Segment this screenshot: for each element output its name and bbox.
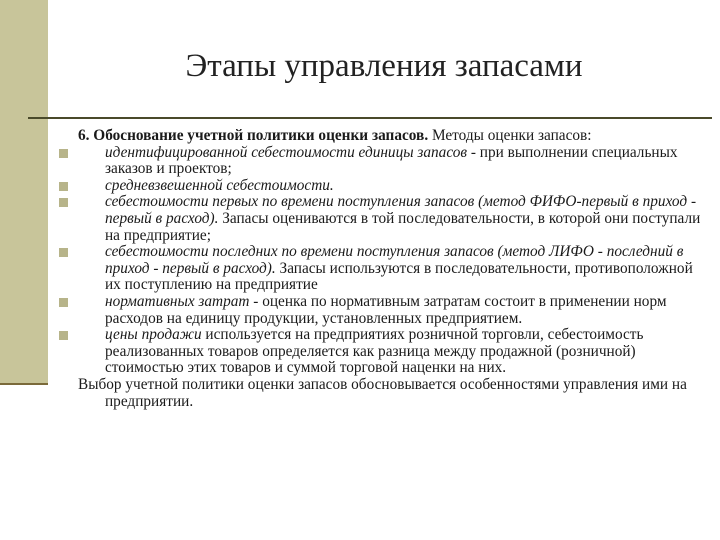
square-bullet-icon <box>59 248 68 257</box>
method-name: нормативных затрат <box>105 292 250 310</box>
method-desc: используется на предприятиях розничной торговли, себестоимость реализованных товаров определяется как разница между продажной (розничной) стоимостью этих товаров и суммой торговой наценки на них. <box>105 326 644 377</box>
method-desc: - оценка по нормативным затратам состоит в применении норм расходов на единицу продукции, установленных предприятием. <box>105 292 667 327</box>
method-name: средневзвешенной себестоимости. <box>105 176 334 194</box>
method-desc: Запасы оцениваются в той последовательности, в которой они поступали на предприятие; <box>105 209 701 244</box>
slide-title: Этапы управления запасами <box>185 48 583 84</box>
intro-rest: Методы оценки запасов: <box>428 127 592 144</box>
slide-body <box>78 128 710 410</box>
square-bullet-icon <box>59 182 68 191</box>
square-bullet-icon <box>59 149 68 158</box>
list-item <box>78 145 710 178</box>
method-desc: - при выполнении специальных заказов и проектов; <box>105 143 678 178</box>
square-bullet-icon <box>59 331 68 340</box>
list-item <box>78 244 710 294</box>
intro-bold: 6. Обоснование учетной политики оценки запасов. <box>78 127 429 144</box>
conclusion-paragraph: Выбор учетной политики оценки запасов обосновывается особенностями управления ими на предприятии. <box>78 375 687 410</box>
accent-band-rule <box>0 383 48 385</box>
intro-paragraph <box>78 128 710 145</box>
list-item <box>78 327 710 377</box>
method-desc: Запасы используются в последовательности, противоположной их поступлению на предприятие <box>105 259 693 294</box>
methods-list <box>78 145 710 377</box>
list-item <box>78 194 710 244</box>
list-item <box>78 178 710 195</box>
list-item <box>78 294 710 327</box>
title-divider <box>28 117 712 119</box>
square-bullet-icon <box>59 198 68 207</box>
left-accent-band <box>0 0 48 383</box>
method-name: цены продажи <box>105 326 202 344</box>
method-name: себестоимости последних по времени поступления запасов (метод ЛИФО - последний в приход - первый в расход). <box>105 243 684 277</box>
square-bullet-icon <box>59 298 68 307</box>
method-name: идентифицированной себестоимости единицы запасов <box>105 143 468 161</box>
method-name: себестоимости первых по времени поступления запасов (метод ФИФО-первый в приход - первый в расход). <box>105 193 697 227</box>
